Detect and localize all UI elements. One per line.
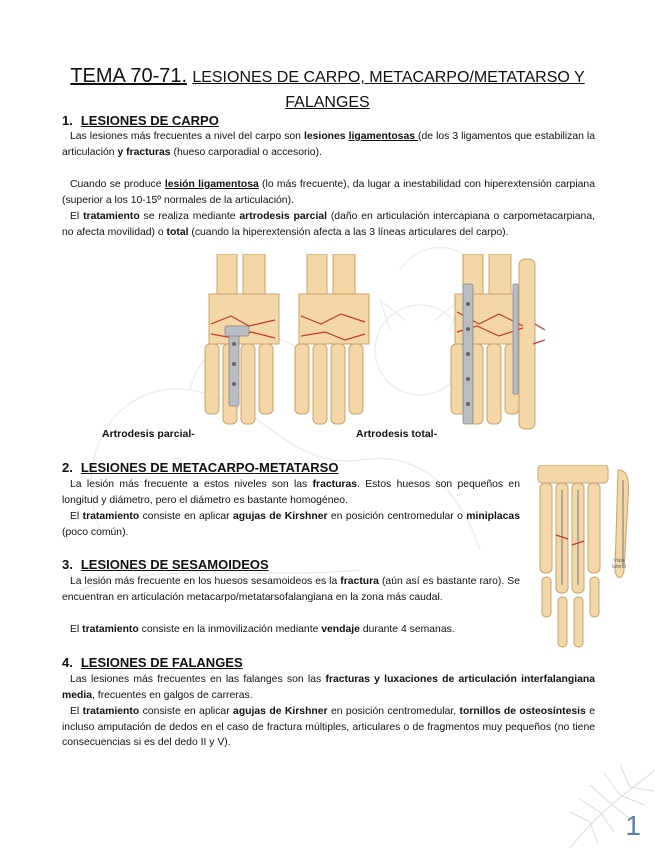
section-heading-falanges bbox=[62, 655, 243, 671]
carpo-paragraph-2: Cuando se produce lesión ligamentosa (lo más frecuente), da lugar a inestabilidad con hiperextensión carpiana (superior a los 10-15º normales de la articulación). bbox=[62, 179, 595, 206]
figure-label: Vista lateral bbox=[612, 558, 626, 570]
title-line2: FALANGES bbox=[285, 94, 370, 111]
caption-total: Artrodesis total- bbox=[356, 428, 438, 440]
section-index: 3. bbox=[62, 557, 73, 572]
metacarpo-paragraph-2: El tratamiento consiste en aplicar agujas de Kirshner en posición centromedular o miniplacas (poco común). bbox=[62, 511, 520, 538]
section-index: 2. bbox=[62, 460, 73, 475]
falanges-paragraph-1: Las lesiones más frecuentes en las falanges son las fracturas y luxaciones de articulación interfalangiana media, frecuentes en galgos de carreras. bbox=[62, 674, 595, 701]
falanges-paragraph-2: El tratamiento consiste en aplicar agujas de Kirshner en posición centromedular, tornillos de osteosíntesis e incluso amputación de dedos en el caso de fractura múltiples, articulares o de fragmentos muy pequeños (no tiene consecuencias si es del dedo II y V). bbox=[62, 706, 596, 748]
section-index: 1. bbox=[62, 113, 73, 128]
section-heading-metacarpo bbox=[62, 460, 338, 476]
section-heading-carpo bbox=[62, 113, 219, 129]
title-line1: LESIONES DE CARPO, METACARPO/METATARSO Y bbox=[192, 69, 585, 86]
section-title: LESIONES DE CARPO bbox=[80, 113, 219, 128]
sesamoideos-paragraph-1: La lesión más frecuente en los huesos sesamoideos es la fractura (aún así es bastante raro). Se encuentran en articulación metacarpo/metatarsofalangiana en la zona más caudal. bbox=[62, 576, 520, 603]
carpal-arthrodesis-figure bbox=[195, 254, 545, 434]
section-index: 4. bbox=[62, 655, 73, 670]
sesamoideos-paragraph-2: El tratamiento consiste en la inmovilización mediante vendaje durante 4 semanas. bbox=[70, 624, 455, 635]
section-title: LESIONES DE SESAMOIDEOS bbox=[80, 557, 269, 572]
metacarpo-paragraph-1: La lesión más frecuente a estos niveles son las fracturas. Estos huesos son pequeños en longitud y diámetro, pero el diámetro es bastante homogéneo. bbox=[62, 479, 520, 506]
carpo-paragraph-3: El tratamiento se realiza mediante artrodesis parcial (daño en articulación intercapiana o carpometacarpiana, no afecta movilidad) o total (cuando la hiperextensión afecta a las 3 líneas articulares del carpo). bbox=[62, 211, 595, 238]
section-title: LESIONES DE FALANGES bbox=[80, 655, 243, 670]
section-heading-sesamoideos bbox=[62, 557, 269, 573]
page-title bbox=[40, 64, 615, 115]
carpo-paragraph-1: Las lesiones más frecuentes a nivel del carpo son lesiones ligamentosas (de los 3 ligamentos que estabilizan la articulación y fracturas (hueso carporadial o accesorio). bbox=[62, 131, 596, 158]
section-title: LESIONES DE METACARPO-METATARSO bbox=[80, 460, 339, 475]
page-number: 1 bbox=[625, 810, 641, 841]
title-number: TEMA 70-71. bbox=[70, 65, 188, 87]
caption-partial: Artrodesis parcial- bbox=[102, 428, 195, 440]
